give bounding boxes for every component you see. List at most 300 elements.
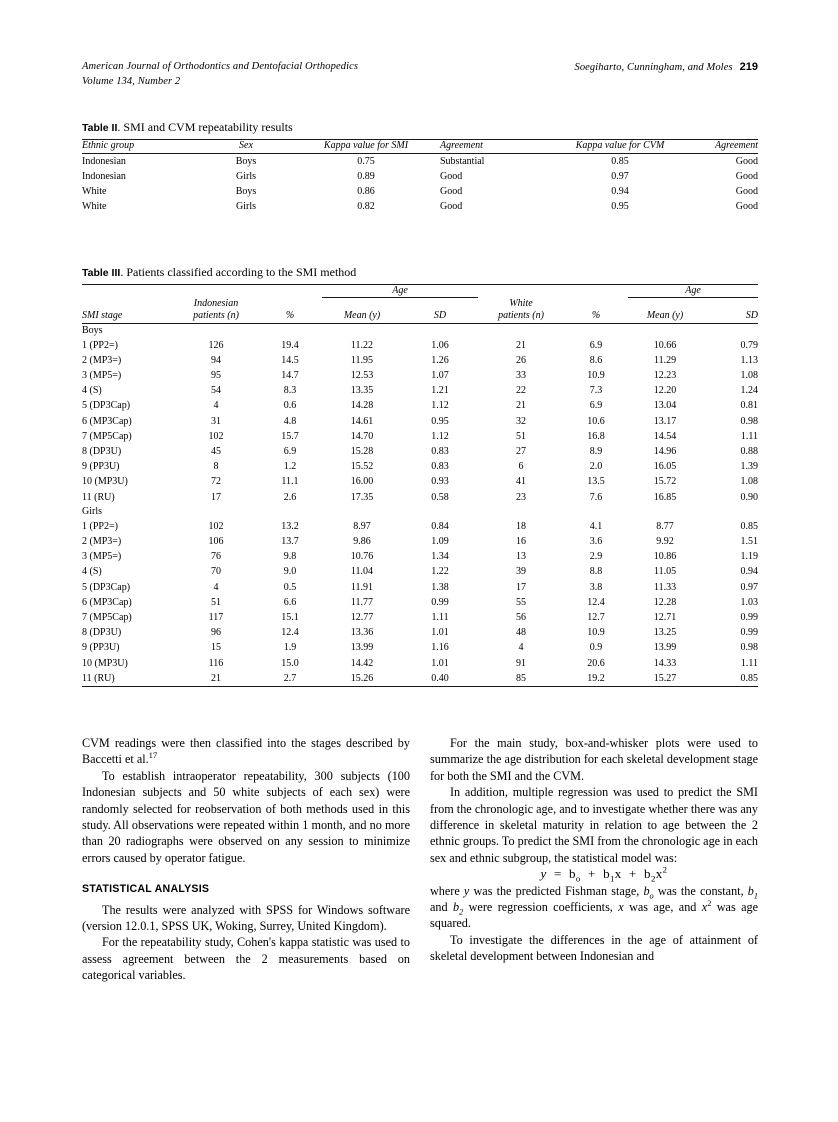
cell-white-pct: 3.6 (589, 535, 603, 547)
cell-indonesian-n: 126 (208, 339, 224, 351)
cell-white-n: 13 (516, 551, 527, 563)
table-row (82, 671, 758, 686)
table-3-col-smi-stage: SMI stage (82, 310, 123, 321)
cell-white-mean: 13.99 (653, 642, 677, 654)
paragraph-repeatability: To establish intraoperator repeatability, 300 subjects (100 Indonesian subjects and 50 white subjects of each sex) were randomly selected for reobservation of both methods used in this study. All observations were repeated within 1 month, and no more than 20 radiographs were observed on any session to minimize errors caused by operator fatigue. (82, 768, 410, 865)
table-2-col-agreement-smi: Agreement (440, 140, 483, 151)
cell-white-n: 51 (516, 430, 527, 442)
cell-white-pct: 16.8 (587, 430, 605, 442)
cell-smi-stage: 3 (MP5=) (82, 551, 122, 563)
cell-indonesian-n: 51 (211, 596, 221, 608)
cell-white-pct: 7.3 (589, 385, 603, 397)
cell-indonesian-n: 54 (211, 385, 221, 397)
cell-smi-stage: 4 (S) (82, 566, 102, 578)
cell-white-n: 39 (516, 566, 527, 578)
var-x: x (618, 900, 624, 915)
cell-indonesian-n: 21 (211, 672, 221, 684)
cell-white-mean: 12.28 (653, 596, 677, 608)
table-3-span-age-white: Age (685, 285, 701, 296)
cell-kappa-smi: 0.89 (357, 170, 375, 182)
table-row (82, 383, 758, 398)
cell-indonesian-n: 4 (213, 581, 219, 593)
cell-white-n: 41 (516, 476, 527, 488)
cell-white-pct: 19.2 (587, 672, 605, 684)
cell-white-mean: 11.05 (653, 566, 677, 578)
cell-white-sd: 1.39 (740, 461, 759, 473)
cell-white-sd: 1.51 (740, 535, 759, 547)
cell-white-pct: 4.1 (589, 520, 603, 532)
col-indonesian-line1: Indonesian (193, 297, 239, 309)
table-3-col-pct-white: % (591, 310, 601, 321)
var-b-sub-o: o (649, 891, 654, 901)
cell-indonesian-mean: 11.22 (350, 339, 374, 351)
cell-indonesian-mean: 11.77 (350, 596, 374, 608)
cell-indonesian-pct: 0.5 (283, 581, 297, 593)
cell-white-mean: 13.17 (653, 415, 677, 427)
cell-agreement-smi: Good (440, 185, 463, 197)
table-row (82, 595, 758, 610)
cell-indonesian-sd: 1.26 (431, 354, 449, 366)
cell-white-pct: 8.8 (589, 566, 603, 578)
cell-indonesian-n: 94 (211, 354, 221, 366)
cell-white-n: 21 (516, 400, 527, 412)
cell-indonesian-mean: 11.04 (350, 566, 374, 578)
cell-white-pct: 8.9 (589, 445, 603, 457)
cell-white-mean: 14.33 (653, 657, 677, 669)
cell-indonesian-mean: 12.53 (350, 369, 374, 381)
cell-white-mean: 10.66 (653, 339, 677, 351)
cell-smi-stage: 3 (MP5=) (82, 369, 122, 381)
cell-indonesian-pct: 6.6 (283, 596, 297, 608)
text-frag: where (430, 883, 464, 898)
cell-white-sd: 1.24 (740, 385, 759, 397)
cell-indonesian-n: 8 (213, 461, 219, 473)
cell-indonesian-sd: 1.12 (431, 400, 449, 412)
cell-sex: Girls (236, 201, 256, 213)
cell-white-pct: 6.9 (589, 339, 603, 351)
cell-white-pct: 12.7 (587, 611, 605, 623)
table-3-col-indonesian-n (174, 298, 258, 324)
cell-white-mean: 15.27 (653, 672, 677, 684)
cell-smi-stage: 10 (MP3U) (82, 476, 128, 488)
table-row (82, 184, 758, 199)
cell-indonesian-sd: 1.06 (431, 339, 449, 351)
table-3-col-sd-white: SD (745, 310, 759, 321)
cell-white-mean: 12.23 (653, 369, 677, 381)
cell-white-pct: 6.9 (589, 400, 603, 412)
cell-smi-stage: 6 (MP3Cap) (82, 596, 132, 608)
cell-white-sd: 0.94 (740, 566, 759, 578)
cell-indonesian-pct: 15.0 (281, 657, 299, 669)
cell-white-mean: 10.86 (653, 551, 677, 563)
cell-indonesian-mean: 12.77 (350, 611, 374, 623)
cell-agreement-cvm: Good (735, 201, 758, 213)
cell-indonesian-mean: 15.28 (350, 445, 374, 457)
table-row (82, 656, 758, 671)
paragraph-spss: The results were analyzed with SPSS for Windows software (version 12.0.1, SPSS UK, Woking, Surrey, United Kingdom). (82, 902, 410, 934)
cell-indonesian-mean: 13.35 (350, 385, 374, 397)
cell-white-n: 26 (516, 354, 527, 366)
cell-ethnic-group: White (82, 201, 107, 213)
cell-white-sd: 1.11 (740, 430, 759, 442)
cell-kappa-cvm: 0.85 (611, 155, 629, 167)
cell-kappa-cvm: 0.97 (611, 170, 629, 182)
cell-indonesian-n: 70 (211, 566, 221, 578)
cell-smi-stage: 1 (PP2=) (82, 339, 118, 351)
cell-indonesian-n: 117 (208, 611, 224, 623)
cell-white-sd: 0.90 (740, 491, 759, 503)
cell-indonesian-n: 106 (208, 535, 224, 547)
table-3-col-mean-white: Mean (y) (646, 310, 684, 321)
table-2-col-ethnic-group: Ethnic group (82, 140, 135, 151)
cell-white-sd: 0.79 (740, 339, 759, 351)
cell-indonesian-sd: 0.83 (431, 461, 449, 473)
cell-indonesian-n: 31 (211, 415, 221, 427)
text-frag: were regression coefficients, (463, 900, 619, 915)
cell-sex: Boys (235, 185, 257, 197)
cell-white-pct: 3.8 (589, 581, 603, 593)
cell-indonesian-sd: 1.22 (431, 566, 449, 578)
cell-white-n: 32 (516, 415, 527, 427)
table-3-title: . Patients classified according to the SMI method (120, 265, 357, 279)
cell-white-pct: 10.9 (587, 369, 605, 381)
cell-indonesian-mean: 15.26 (350, 672, 374, 684)
cell-indonesian-mean: 14.28 (350, 400, 374, 412)
cell-indonesian-pct: 13.2 (281, 520, 299, 532)
table-row (82, 490, 758, 505)
cell-agreement-smi: Substantial (440, 155, 485, 167)
cell-white-sd: 0.88 (740, 445, 759, 457)
paragraph-variable-definitions (430, 883, 758, 932)
table-row (82, 199, 758, 214)
cell-indonesian-pct: 14.7 (281, 369, 299, 381)
cell-indonesian-pct: 1.2 (283, 461, 297, 473)
table-3-col-sd-indonesian: SD (433, 310, 447, 321)
group-label-boys: Boys (82, 324, 103, 336)
cell-white-sd: 0.99 (740, 611, 759, 623)
cell-white-mean: 16.05 (653, 461, 677, 473)
cell-white-mean: 14.54 (653, 430, 677, 442)
cell-indonesian-n: 15 (211, 642, 221, 654)
cell-smi-stage: 8 (DP3U) (82, 445, 122, 457)
cell-kappa-smi: 0.86 (357, 185, 375, 197)
table-row (82, 429, 758, 444)
col-white-line2: patients (n) (498, 310, 544, 321)
cell-white-mean: 13.04 (653, 400, 677, 412)
cell-ethnic-group: White (82, 185, 107, 197)
table-2-caption (82, 120, 758, 135)
cell-white-pct: 10.9 (587, 627, 605, 639)
cell-sex: Boys (235, 155, 257, 167)
cell-white-pct: 13.5 (587, 476, 605, 488)
cell-white-mean: 12.71 (653, 611, 677, 623)
cell-indonesian-pct: 9.0 (283, 566, 297, 578)
cell-indonesian-mean: 9.86 (353, 535, 371, 547)
cell-indonesian-n: 96 (211, 627, 221, 639)
cell-indonesian-sd: 0.99 (431, 596, 449, 608)
table-3-col-pct-indonesian: % (285, 310, 295, 321)
cell-white-mean: 15.72 (653, 476, 677, 488)
cell-white-sd: 0.98 (740, 642, 759, 654)
table-3-body (82, 323, 758, 686)
cell-indonesian-pct: 11.1 (281, 476, 299, 488)
reference-marker-17: 17 (148, 750, 158, 761)
cell-agreement-smi: Good (440, 201, 463, 213)
table-2-title: . SMI and CVM repeatability results (117, 120, 293, 134)
table-row (82, 459, 758, 474)
table-row (82, 398, 758, 413)
group-header-boys (82, 323, 758, 338)
table-row (82, 564, 758, 579)
cell-indonesian-pct: 8.3 (283, 385, 297, 397)
equation-regression-model: $y = b_o + b_1x + b_2x^2$ (540, 864, 668, 884)
cell-white-sd: 0.85 (740, 520, 759, 532)
group-header-girls (82, 505, 758, 519)
cell-indonesian-sd: 1.07 (431, 369, 449, 381)
cell-ethnic-group: Indonesian (82, 155, 126, 167)
var-b-sub-1: 1 (753, 891, 758, 901)
cell-agreement-cvm: Good (735, 185, 758, 197)
table-3 (82, 265, 758, 687)
cell-kappa-cvm: 0.94 (611, 185, 629, 197)
text-frag: was age squared. (430, 900, 758, 931)
table-2-col-sex: Sex (239, 140, 253, 151)
cell-white-pct: 12.4 (587, 596, 605, 608)
running-head-left (82, 60, 358, 89)
paragraph-text: CVM readings were then classified into the stages described by Baccetti et al. (82, 736, 410, 767)
cell-white-pct: 10.6 (587, 415, 605, 427)
cell-indonesian-sd: 0.40 (431, 672, 449, 684)
table-3-header-row (82, 298, 758, 324)
cell-indonesian-pct: 4.8 (283, 415, 297, 427)
body-column-left (82, 735, 410, 984)
cell-indonesian-mean: 14.61 (350, 415, 374, 427)
cell-indonesian-n: 116 (208, 657, 224, 669)
cell-indonesian-pct: 19.4 (281, 339, 299, 351)
cell-indonesian-mean: 11.95 (350, 354, 374, 366)
cell-indonesian-sd: 1.34 (431, 551, 449, 563)
col-white-line1: White (509, 297, 533, 309)
paragraph-cvm-readings (82, 735, 410, 768)
table-3-caption (82, 265, 758, 280)
cell-white-n: 33 (516, 369, 527, 381)
cell-white-sd: 0.85 (740, 672, 759, 684)
cell-indonesian-pct: 2.6 (283, 491, 297, 503)
cell-indonesian-sd: 1.12 (431, 430, 449, 442)
cell-white-sd: 0.99 (740, 627, 759, 639)
cell-white-n: 85 (516, 672, 527, 684)
cell-indonesian-n: 95 (211, 369, 221, 381)
cell-white-n: 4 (518, 642, 524, 654)
var-b-sub-2: 2 (459, 907, 464, 917)
cell-smi-stage: 9 (PP3U) (82, 461, 120, 473)
cell-white-pct: 8.6 (589, 354, 603, 366)
cell-kappa-cvm: 0.95 (611, 201, 629, 213)
table-row (82, 549, 758, 564)
table-row (82, 580, 758, 595)
cell-indonesian-sd: 1.21 (431, 385, 449, 397)
cell-white-mean: 14.96 (653, 445, 677, 457)
cell-white-n: 6 (518, 461, 524, 473)
cell-white-mean: 11.29 (653, 354, 677, 366)
cell-smi-stage: 4 (S) (82, 385, 102, 397)
cell-kappa-smi: 0.82 (357, 201, 375, 213)
cell-indonesian-sd: 1.38 (431, 581, 449, 593)
cell-indonesian-mean: 14.42 (350, 657, 374, 669)
cell-indonesian-sd: 1.01 (431, 627, 449, 639)
cell-white-n: 23 (516, 491, 527, 503)
cell-indonesian-mean: 13.99 (350, 642, 374, 654)
cell-smi-stage: 11 (RU) (82, 491, 115, 503)
cell-smi-stage: 7 (MP5Cap) (82, 611, 132, 623)
table-row (82, 474, 758, 489)
cell-indonesian-n: 45 (211, 445, 221, 457)
table-row (82, 625, 758, 640)
var-b: b (747, 883, 754, 898)
table-2-body (82, 153, 758, 214)
cell-white-mean: 8.77 (656, 520, 674, 532)
cell-indonesian-pct: 14.5 (281, 354, 299, 366)
cell-indonesian-mean: 16.00 (350, 476, 374, 488)
volume-issue: Volume 134, Number 2 (82, 75, 181, 87)
cell-indonesian-sd: 1.11 (431, 611, 449, 623)
cell-indonesian-sd: 0.95 (431, 415, 449, 427)
table-2-col-kappa-smi: Kappa value for SMI (323, 140, 409, 151)
cell-smi-stage: 8 (DP3U) (82, 627, 122, 639)
section-heading-statistical-analysis: STATISTICAL ANALYSIS (82, 883, 210, 896)
table-3-span-age-indonesian: Age (392, 285, 408, 296)
cell-white-sd: 1.11 (740, 657, 759, 669)
cell-white-n: 91 (516, 657, 527, 669)
cell-white-pct: 2.0 (589, 461, 603, 473)
cell-indonesian-sd: 1.16 (431, 642, 449, 654)
cell-smi-stage: 5 (DP3Cap) (82, 581, 131, 593)
cell-white-n: 21 (516, 339, 527, 351)
var-x-exponent: 2 (707, 899, 712, 908)
running-head (82, 60, 758, 94)
cell-indonesian-pct: 2.7 (283, 672, 297, 684)
paragraph-box-whisker: For the main study, box-and-whisker plots were used to summarize the age distribution for each skeletal development stage for both the SMI and the CVM. (430, 736, 758, 783)
cell-indonesian-mean: 11.91 (350, 581, 374, 593)
cell-indonesian-n: 102 (208, 520, 224, 532)
table-2-header-row (82, 140, 758, 154)
cell-white-n: 56 (516, 611, 527, 623)
cell-smi-stage: 11 (RU) (82, 672, 115, 684)
text-frag: was age, and (623, 900, 702, 915)
cell-indonesian-mean: 15.52 (350, 461, 374, 473)
journal-title: American Journal of Orthodontics and Dentofacial Orthopedics (82, 61, 359, 72)
cell-indonesian-sd: 0.83 (431, 445, 449, 457)
cell-white-sd: 1.03 (740, 596, 759, 608)
cell-white-n: 17 (516, 581, 527, 593)
var-x: x (701, 900, 708, 915)
text-frag: and (430, 900, 453, 915)
table-3-label: Table III (82, 267, 121, 279)
cell-white-mean: 12.20 (653, 385, 677, 397)
cell-indonesian-mean: 17.35 (350, 491, 374, 503)
cell-ethnic-group: Indonesian (82, 170, 126, 182)
cell-smi-stage: 2 (MP3=) (82, 535, 122, 547)
table-2-col-kappa-cvm: Kappa value for CVM (575, 140, 665, 151)
cell-indonesian-pct: 1.9 (283, 642, 297, 654)
table-row (82, 169, 758, 184)
cell-indonesian-sd: 1.01 (431, 657, 449, 669)
cell-white-mean: 9.92 (656, 535, 674, 547)
var-y: y (463, 883, 470, 898)
author-names: Soegiharto, Cunningham, and Moles (574, 62, 733, 73)
cell-white-sd: 0.98 (740, 415, 759, 427)
running-head-right (574, 60, 758, 76)
table-row (82, 534, 758, 549)
cell-white-sd: 1.19 (740, 551, 759, 563)
cell-indonesian-pct: 13.7 (281, 535, 299, 547)
cell-indonesian-n: 4 (213, 400, 219, 412)
cell-white-n: 55 (516, 596, 527, 608)
col-indonesian-line2: patients (n) (193, 310, 239, 321)
cell-white-sd: 1.08 (740, 369, 759, 381)
cell-indonesian-pct: 0.6 (283, 400, 297, 412)
cell-smi-stage: 9 (PP3U) (82, 642, 120, 654)
cell-agreement-cvm: Good (735, 155, 758, 167)
cell-indonesian-mean: 10.76 (350, 551, 374, 563)
cell-indonesian-sd: 0.93 (431, 476, 449, 488)
cell-white-n: 16 (516, 535, 527, 547)
cell-white-sd: 1.13 (740, 354, 759, 366)
cell-white-mean: 13.25 (653, 627, 677, 639)
table-row (82, 353, 758, 368)
cell-indonesian-n: 72 (211, 476, 221, 488)
cell-agreement-cvm: Good (735, 170, 758, 182)
cell-indonesian-n: 17 (211, 491, 221, 503)
var-b: b (643, 883, 650, 898)
table-row (82, 414, 758, 429)
cell-indonesian-sd: 0.84 (431, 520, 449, 532)
var-b: b (453, 900, 460, 915)
cell-white-sd: 0.97 (740, 581, 759, 593)
cell-agreement-smi: Good (440, 170, 463, 182)
cell-white-pct: 2.9 (589, 551, 603, 563)
cell-indonesian-mean: 8.97 (353, 520, 371, 532)
cell-kappa-smi: 0.75 (357, 155, 375, 167)
cell-smi-stage: 2 (MP3=) (82, 354, 122, 366)
table-row (82, 444, 758, 459)
cell-white-pct: 0.9 (589, 642, 603, 654)
page-number: 219 (739, 61, 758, 73)
cell-indonesian-pct: 6.9 (283, 445, 297, 457)
cell-indonesian-pct: 12.4 (281, 627, 299, 639)
table-3-col-mean-indonesian: Mean (y) (343, 310, 381, 321)
group-label-girls: Girls (82, 505, 102, 517)
table-row (82, 153, 758, 169)
text-frag: was the constant, (653, 883, 748, 898)
table-3-grid (82, 284, 758, 686)
cell-smi-stage: 10 (MP3U) (82, 657, 128, 669)
cell-indonesian-pct: 9.8 (283, 551, 297, 563)
cell-indonesian-pct: 15.1 (281, 611, 299, 623)
paragraph-regression: In addition, multiple regression was used to predict the SMI from the chronologic age, and to investigate whether there was any difference in skeletal maturity in relation to age between the 2 ethnic groups. To predict the SMI from the chronologic age in each sex and ethnic subgroup, the statistical model was: (430, 785, 758, 865)
cell-white-n: 27 (516, 445, 527, 457)
cell-white-mean: 16.85 (653, 491, 677, 503)
table-row (82, 368, 758, 383)
paragraph-kappa: For the repeatability study, Cohen's kappa statistic was used to assess agreement between the 2 measurements based on categorical variables. (82, 935, 410, 983)
cell-indonesian-mean: 14.70 (350, 430, 374, 442)
table-2 (82, 120, 758, 214)
table-3-span-header-row (82, 285, 758, 298)
cell-smi-stage: 7 (MP5Cap) (82, 430, 132, 442)
cell-indonesian-mean: 13.36 (350, 627, 374, 639)
table-2-col-agreement-cvm: Agreement (715, 140, 758, 151)
table-row (82, 640, 758, 655)
